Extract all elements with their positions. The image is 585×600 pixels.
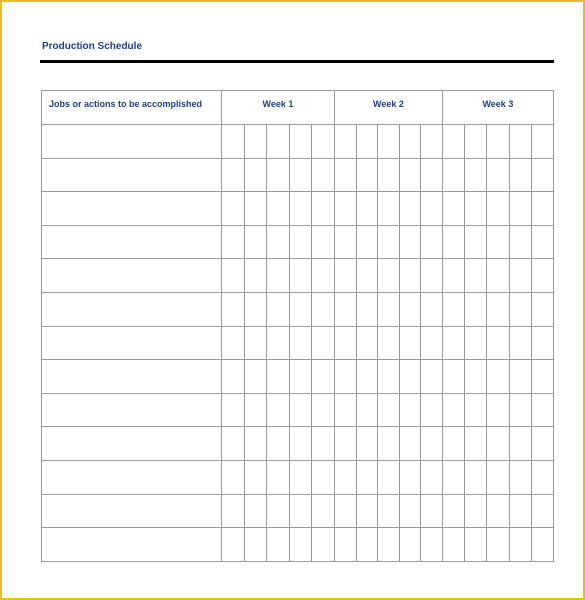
week-3-day-cell[interactable] <box>531 326 553 360</box>
job-cell[interactable] <box>42 393 222 427</box>
job-cell[interactable] <box>42 326 222 360</box>
week-3-day-cell[interactable] <box>487 125 509 159</box>
week-1-day-cell[interactable] <box>267 158 290 192</box>
week-2-day-cell[interactable] <box>334 393 356 427</box>
week-1-day-cell[interactable] <box>244 393 267 427</box>
week-3-day-cell[interactable] <box>531 125 553 159</box>
week-3-day-cell[interactable] <box>509 259 531 293</box>
week-1-day-cell[interactable] <box>222 158 245 192</box>
week-3-day-cell[interactable] <box>509 460 531 494</box>
week-3-day-cell[interactable] <box>442 494 464 528</box>
week-3-day-cell[interactable] <box>442 460 464 494</box>
week-2-day-cell[interactable] <box>399 360 421 394</box>
week-2-day-cell[interactable] <box>399 460 421 494</box>
table-row <box>42 192 554 226</box>
week-1-day-cell[interactable] <box>267 528 290 562</box>
week-3-day-cell[interactable] <box>487 158 509 192</box>
week-3-day-cell[interactable] <box>531 360 553 394</box>
week-3-day-cell[interactable] <box>531 528 553 562</box>
week-2-day-cell[interactable] <box>356 460 378 494</box>
week-2-day-cell[interactable] <box>399 192 421 226</box>
week-1-day-cell[interactable] <box>222 125 245 159</box>
week-3-day-cell[interactable] <box>487 494 509 528</box>
week-1-day-cell[interactable] <box>222 292 245 326</box>
week-2-day-cell[interactable] <box>378 427 400 461</box>
week-3-day-cell[interactable] <box>442 427 464 461</box>
table-row <box>42 326 554 360</box>
column-header-week-3: Week 3 <box>442 91 553 125</box>
table-row <box>42 528 554 562</box>
week-1-day-cell[interactable] <box>222 528 245 562</box>
week-2-day-cell[interactable] <box>334 494 356 528</box>
week-3-day-cell[interactable] <box>509 494 531 528</box>
week-2-day-cell[interactable] <box>334 192 356 226</box>
job-cell[interactable] <box>42 460 222 494</box>
week-2-day-cell[interactable] <box>356 360 378 394</box>
week-3-day-cell[interactable] <box>531 393 553 427</box>
week-3-day-cell[interactable] <box>531 292 553 326</box>
week-3-day-cell[interactable] <box>465 292 487 326</box>
week-1-day-cell[interactable] <box>289 158 312 192</box>
week-2-day-cell[interactable] <box>378 494 400 528</box>
week-2-day-cell[interactable] <box>334 427 356 461</box>
week-2-day-cell[interactable] <box>334 292 356 326</box>
table-row <box>42 125 554 159</box>
week-2-day-cell[interactable] <box>421 158 443 192</box>
week-3-day-cell[interactable] <box>487 225 509 259</box>
job-cell[interactable] <box>42 494 222 528</box>
week-2-day-cell[interactable] <box>378 125 400 159</box>
week-2-day-cell[interactable] <box>378 393 400 427</box>
job-cell[interactable] <box>42 125 222 159</box>
week-2-day-cell[interactable] <box>356 326 378 360</box>
week-1-day-cell[interactable] <box>267 360 290 394</box>
column-header-week-2: Week 2 <box>334 91 442 125</box>
week-2-day-cell[interactable] <box>334 326 356 360</box>
week-2-day-cell[interactable] <box>334 225 356 259</box>
week-3-day-cell[interactable] <box>465 326 487 360</box>
week-1-day-cell[interactable] <box>244 259 267 293</box>
week-2-day-cell[interactable] <box>378 158 400 192</box>
week-3-day-cell[interactable] <box>442 326 464 360</box>
schedule-body <box>42 125 554 562</box>
table-row <box>42 494 554 528</box>
week-1-day-cell[interactable] <box>244 158 267 192</box>
week-3-day-cell[interactable] <box>487 360 509 394</box>
week-3-day-cell[interactable] <box>442 360 464 394</box>
week-3-day-cell[interactable] <box>509 427 531 461</box>
week-3-day-cell[interactable] <box>442 225 464 259</box>
week-2-day-cell[interactable] <box>421 393 443 427</box>
table-header-row <box>42 91 554 125</box>
week-3-day-cell[interactable] <box>509 393 531 427</box>
week-1-day-cell[interactable] <box>267 125 290 159</box>
week-3-day-cell[interactable] <box>509 225 531 259</box>
week-3-day-cell[interactable] <box>531 494 553 528</box>
week-3-day-cell[interactable] <box>487 292 509 326</box>
week-2-day-cell[interactable] <box>421 427 443 461</box>
week-3-day-cell[interactable] <box>465 393 487 427</box>
job-cell[interactable] <box>42 158 222 192</box>
title-underline <box>40 60 554 63</box>
week-1-day-cell[interactable] <box>289 225 312 259</box>
week-2-day-cell[interactable] <box>378 225 400 259</box>
table-row <box>42 292 554 326</box>
week-1-day-cell[interactable] <box>267 192 290 226</box>
week-2-day-cell[interactable] <box>421 360 443 394</box>
week-2-day-cell[interactable] <box>334 528 356 562</box>
table-row <box>42 460 554 494</box>
week-1-day-cell[interactable] <box>244 326 267 360</box>
week-3-day-cell[interactable] <box>531 225 553 259</box>
week-2-day-cell[interactable] <box>421 259 443 293</box>
week-2-day-cell[interactable] <box>356 292 378 326</box>
week-1-day-cell[interactable] <box>267 259 290 293</box>
job-cell[interactable] <box>42 528 222 562</box>
week-3-day-cell[interactable] <box>509 326 531 360</box>
week-1-day-cell[interactable] <box>289 494 312 528</box>
table-row <box>42 158 554 192</box>
week-3-day-cell[interactable] <box>487 427 509 461</box>
week-1-day-cell[interactable] <box>289 326 312 360</box>
week-1-day-cell[interactable] <box>312 225 335 259</box>
week-1-day-cell[interactable] <box>222 192 245 226</box>
week-3-day-cell[interactable] <box>465 192 487 226</box>
week-2-day-cell[interactable] <box>356 427 378 461</box>
week-1-day-cell[interactable] <box>244 427 267 461</box>
week-2-day-cell[interactable] <box>378 460 400 494</box>
table-row <box>42 360 554 394</box>
week-1-day-cell[interactable] <box>267 326 290 360</box>
week-1-day-cell[interactable] <box>222 225 245 259</box>
week-1-day-cell[interactable] <box>312 360 335 394</box>
week-1-day-cell[interactable] <box>312 427 335 461</box>
document-title: Production Schedule <box>42 41 143 52</box>
week-3-day-cell[interactable] <box>442 125 464 159</box>
week-1-day-cell[interactable] <box>312 528 335 562</box>
week-1-day-cell[interactable] <box>289 427 312 461</box>
week-1-day-cell[interactable] <box>222 326 245 360</box>
week-1-day-cell[interactable] <box>312 125 335 159</box>
week-2-day-cell[interactable] <box>399 259 421 293</box>
week-3-day-cell[interactable] <box>487 259 509 293</box>
week-2-day-cell[interactable] <box>334 125 356 159</box>
week-3-day-cell[interactable] <box>531 259 553 293</box>
week-3-day-cell[interactable] <box>509 528 531 562</box>
week-1-day-cell[interactable] <box>222 259 245 293</box>
week-3-day-cell[interactable] <box>531 192 553 226</box>
week-1-day-cell[interactable] <box>267 292 290 326</box>
week-2-day-cell[interactable] <box>421 292 443 326</box>
week-1-day-cell[interactable] <box>267 393 290 427</box>
week-3-day-cell[interactable] <box>531 427 553 461</box>
week-2-day-cell[interactable] <box>421 326 443 360</box>
week-1-day-cell[interactable] <box>267 494 290 528</box>
week-2-day-cell[interactable] <box>356 225 378 259</box>
week-1-day-cell[interactable] <box>222 494 245 528</box>
week-2-day-cell[interactable] <box>378 292 400 326</box>
week-1-day-cell[interactable] <box>312 158 335 192</box>
week-1-day-cell[interactable] <box>312 292 335 326</box>
week-2-day-cell[interactable] <box>356 259 378 293</box>
week-3-day-cell[interactable] <box>465 460 487 494</box>
week-2-day-cell[interactable] <box>421 494 443 528</box>
week-1-day-cell[interactable] <box>312 326 335 360</box>
week-1-day-cell[interactable] <box>222 360 245 394</box>
week-1-day-cell[interactable] <box>244 192 267 226</box>
week-3-day-cell[interactable] <box>531 460 553 494</box>
week-1-day-cell[interactable] <box>289 360 312 394</box>
week-1-day-cell[interactable] <box>244 292 267 326</box>
week-2-day-cell[interactable] <box>421 125 443 159</box>
week-1-day-cell[interactable] <box>267 225 290 259</box>
week-3-day-cell[interactable] <box>465 360 487 394</box>
week-1-day-cell[interactable] <box>244 225 267 259</box>
week-3-day-cell[interactable] <box>465 259 487 293</box>
week-2-day-cell[interactable] <box>334 158 356 192</box>
job-cell[interactable] <box>42 225 222 259</box>
job-cell[interactable] <box>42 292 222 326</box>
week-2-day-cell[interactable] <box>421 225 443 259</box>
week-1-day-cell[interactable] <box>244 494 267 528</box>
week-1-day-cell[interactable] <box>312 460 335 494</box>
week-3-day-cell[interactable] <box>465 528 487 562</box>
week-2-day-cell[interactable] <box>399 225 421 259</box>
week-2-day-cell[interactable] <box>421 528 443 562</box>
job-cell[interactable] <box>42 259 222 293</box>
job-cell[interactable] <box>42 360 222 394</box>
week-3-day-cell[interactable] <box>442 158 464 192</box>
week-2-day-cell[interactable] <box>421 460 443 494</box>
week-1-day-cell[interactable] <box>289 292 312 326</box>
job-cell[interactable] <box>42 427 222 461</box>
week-2-day-cell[interactable] <box>334 259 356 293</box>
week-2-day-cell[interactable] <box>399 158 421 192</box>
week-1-day-cell[interactable] <box>267 460 290 494</box>
week-1-day-cell[interactable] <box>244 125 267 159</box>
week-3-day-cell[interactable] <box>487 192 509 226</box>
week-3-day-cell[interactable] <box>487 460 509 494</box>
schedule-table <box>41 90 554 562</box>
week-3-day-cell[interactable] <box>442 528 464 562</box>
week-1-day-cell[interactable] <box>222 460 245 494</box>
week-1-day-cell[interactable] <box>289 192 312 226</box>
week-2-day-cell[interactable] <box>356 528 378 562</box>
week-2-day-cell[interactable] <box>399 528 421 562</box>
week-2-day-cell[interactable] <box>378 528 400 562</box>
column-header-jobs: Jobs or actions to be accomplished <box>42 91 222 125</box>
table-row <box>42 259 554 293</box>
week-2-day-cell[interactable] <box>378 192 400 226</box>
week-3-day-cell[interactable] <box>442 292 464 326</box>
week-1-day-cell[interactable] <box>222 427 245 461</box>
table-row <box>42 225 554 259</box>
week-3-day-cell[interactable] <box>487 393 509 427</box>
week-3-day-cell[interactable] <box>487 326 509 360</box>
column-header-week-1: Week 1 <box>222 91 335 125</box>
week-1-day-cell[interactable] <box>244 460 267 494</box>
week-1-day-cell[interactable] <box>222 393 245 427</box>
week-1-day-cell[interactable] <box>289 460 312 494</box>
week-2-day-cell[interactable] <box>378 326 400 360</box>
week-2-day-cell[interactable] <box>399 125 421 159</box>
week-3-day-cell[interactable] <box>465 427 487 461</box>
week-2-day-cell[interactable] <box>399 292 421 326</box>
week-1-day-cell[interactable] <box>312 259 335 293</box>
week-2-day-cell[interactable] <box>334 360 356 394</box>
week-3-day-cell[interactable] <box>509 360 531 394</box>
week-1-day-cell[interactable] <box>267 427 290 461</box>
week-3-day-cell[interactable] <box>465 494 487 528</box>
week-2-day-cell[interactable] <box>356 393 378 427</box>
week-3-day-cell[interactable] <box>442 393 464 427</box>
week-2-day-cell[interactable] <box>399 326 421 360</box>
week-2-day-cell[interactable] <box>399 494 421 528</box>
week-2-day-cell[interactable] <box>356 494 378 528</box>
week-1-day-cell[interactable] <box>289 528 312 562</box>
week-2-day-cell[interactable] <box>356 125 378 159</box>
week-3-day-cell[interactable] <box>509 192 531 226</box>
week-3-day-cell[interactable] <box>465 158 487 192</box>
week-3-day-cell[interactable] <box>531 158 553 192</box>
week-1-day-cell[interactable] <box>289 125 312 159</box>
week-1-day-cell[interactable] <box>312 494 335 528</box>
week-3-day-cell[interactable] <box>442 192 464 226</box>
week-3-day-cell[interactable] <box>509 125 531 159</box>
week-3-day-cell[interactable] <box>509 158 531 192</box>
week-2-day-cell[interactable] <box>356 158 378 192</box>
table-row <box>42 393 554 427</box>
week-2-day-cell[interactable] <box>399 427 421 461</box>
job-cell[interactable] <box>42 192 222 226</box>
week-2-day-cell[interactable] <box>334 460 356 494</box>
week-2-day-cell[interactable] <box>356 192 378 226</box>
week-1-day-cell[interactable] <box>289 393 312 427</box>
week-2-day-cell[interactable] <box>421 192 443 226</box>
week-3-day-cell[interactable] <box>509 292 531 326</box>
week-1-day-cell[interactable] <box>244 360 267 394</box>
week-2-day-cell[interactable] <box>378 360 400 394</box>
week-2-day-cell[interactable] <box>378 259 400 293</box>
week-3-day-cell[interactable] <box>465 125 487 159</box>
week-3-day-cell[interactable] <box>442 259 464 293</box>
week-3-day-cell[interactable] <box>465 225 487 259</box>
table-row <box>42 427 554 461</box>
week-3-day-cell[interactable] <box>487 528 509 562</box>
week-1-day-cell[interactable] <box>289 259 312 293</box>
week-1-day-cell[interactable] <box>244 528 267 562</box>
week-1-day-cell[interactable] <box>312 192 335 226</box>
week-2-day-cell[interactable] <box>399 393 421 427</box>
week-1-day-cell[interactable] <box>312 393 335 427</box>
